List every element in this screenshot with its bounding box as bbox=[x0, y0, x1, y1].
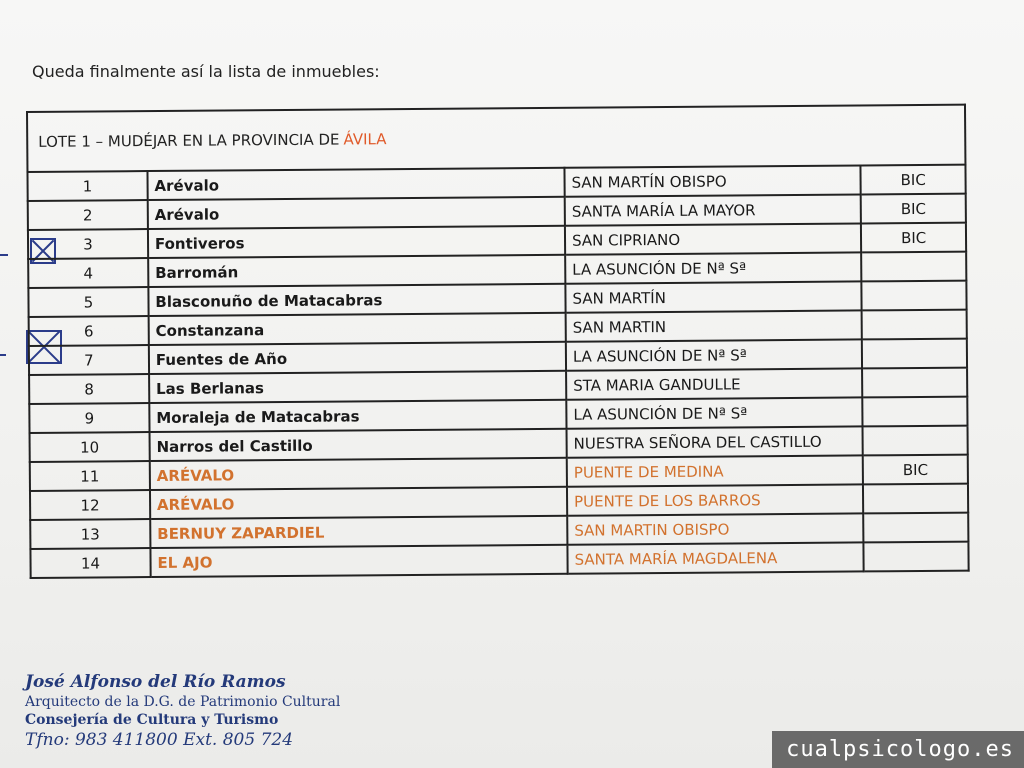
row-monument: STA MARIA GANDULLE bbox=[566, 368, 862, 399]
row-town: Fontiveros bbox=[148, 226, 565, 258]
row-town: ARÉVALO bbox=[150, 487, 567, 519]
signature-block bbox=[25, 672, 340, 750]
signature-department: Consejería de Cultura y Turismo bbox=[25, 712, 279, 728]
row-number: 6 bbox=[29, 316, 149, 346]
row-bic: BIC bbox=[861, 223, 966, 253]
row-bic: BIC bbox=[861, 194, 966, 224]
row-town: ARÉVALO bbox=[150, 458, 567, 490]
row-bic bbox=[863, 484, 968, 514]
row-town: EL AJO bbox=[150, 545, 567, 577]
signature-role: Arquitecto de la D.G. de Patrimonio Cultural bbox=[25, 694, 341, 710]
row-town: Moraleja de Matacabras bbox=[149, 400, 566, 432]
row-town: Las Berlanas bbox=[149, 371, 566, 403]
row-monument: SAN MARTÍN bbox=[565, 281, 861, 312]
row-town: Blasconuño de Matacabras bbox=[148, 284, 565, 316]
watermark: cualpsicologo.es bbox=[772, 731, 1024, 768]
row-number: 13 bbox=[30, 519, 150, 549]
row-monument: SANTA MARÍA MAGDALENA bbox=[567, 542, 863, 573]
row-monument: LA ASUNCIÓN DE Nª Sª bbox=[565, 252, 861, 283]
row-bic bbox=[862, 310, 967, 340]
row-bic: BIC bbox=[861, 165, 966, 195]
row-number: 1 bbox=[27, 171, 147, 201]
row-monument: SANTA MARÍA LA MAYOR bbox=[565, 194, 861, 225]
row-monument: LA ASUNCIÓN DE Nª Sª bbox=[566, 339, 862, 370]
row-number: 4 bbox=[28, 258, 148, 288]
row-number: 12 bbox=[30, 490, 150, 520]
lot-province: ÁVILA bbox=[343, 130, 387, 149]
row-number: 5 bbox=[28, 287, 148, 317]
row-monument: PUENTE DE LOS BARROS bbox=[567, 484, 863, 515]
row-town: Fuentes de Año bbox=[149, 342, 566, 374]
pen-mark bbox=[0, 354, 6, 356]
row-number: 11 bbox=[30, 461, 150, 491]
row-number: 9 bbox=[29, 403, 149, 433]
row-town: Constanzana bbox=[149, 313, 566, 345]
row-bic: BIC bbox=[863, 455, 968, 485]
row-town: Arévalo bbox=[147, 168, 564, 200]
row-monument: PUENTE DE MEDINA bbox=[567, 455, 863, 486]
signature-name: José Alfonso del Río Ramos bbox=[25, 672, 286, 692]
row-bic bbox=[863, 513, 968, 543]
property-list-table bbox=[26, 104, 970, 579]
row-bic bbox=[863, 426, 968, 456]
row-town: Narros del Castillo bbox=[149, 429, 566, 461]
row-number: 3 bbox=[28, 229, 148, 259]
row-monument: SAN MARTÍN OBISPO bbox=[564, 165, 860, 196]
row-monument: SAN MARTIN bbox=[566, 310, 862, 341]
table-row bbox=[30, 542, 968, 578]
property-table bbox=[26, 164, 969, 579]
row-bic bbox=[862, 339, 967, 369]
row-monument: LA ASUNCIÓN DE Nª Sª bbox=[566, 397, 862, 428]
row-monument: SAN MARTIN OBISPO bbox=[567, 513, 863, 544]
signature-phone: Tfno: 983 411800 Ext. 805 724 bbox=[25, 730, 294, 750]
row-bic bbox=[864, 542, 969, 572]
intro-text: Queda finalmente así la lista de inmuebles: bbox=[32, 62, 380, 81]
row-number: 10 bbox=[30, 432, 150, 462]
row-number: 2 bbox=[28, 200, 148, 230]
pen-mark bbox=[0, 254, 8, 256]
lot-title-text: LOTE 1 – MUDÉJAR EN LA PROVINCIA DE bbox=[38, 130, 340, 151]
row-bic bbox=[862, 397, 967, 427]
row-bic bbox=[862, 368, 967, 398]
row-town: Arévalo bbox=[148, 197, 565, 229]
lot-title bbox=[26, 104, 966, 171]
row-town: BERNUY ZAPARDIEL bbox=[150, 516, 567, 548]
row-monument: SAN CIPRIANO bbox=[565, 223, 861, 254]
row-monument: NUESTRA SEÑORA DEL CASTILLO bbox=[567, 426, 863, 457]
row-number: 8 bbox=[29, 374, 149, 404]
row-town: Barromán bbox=[148, 255, 565, 287]
row-number: 14 bbox=[30, 548, 150, 578]
row-bic bbox=[862, 281, 967, 311]
row-bic bbox=[861, 252, 966, 282]
row-number: 7 bbox=[29, 345, 149, 375]
